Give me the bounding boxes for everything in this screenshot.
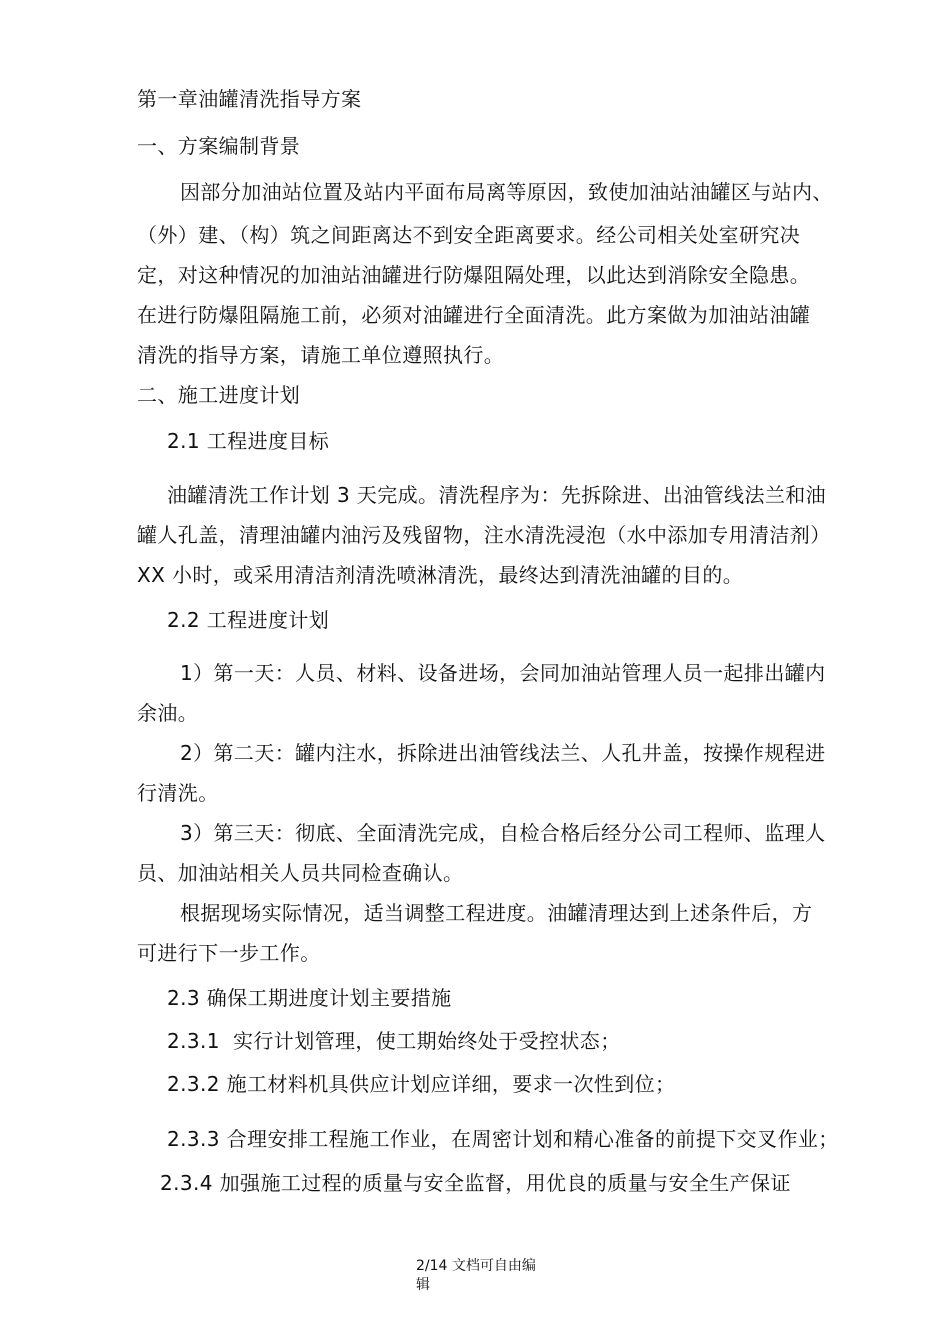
schedule-note-cont: 可进行下一步工作。 xyxy=(137,941,321,965)
section-heading-schedule: 二、施工进度计划 xyxy=(137,383,301,407)
measure-number: 2.3.1 xyxy=(167,1029,220,1053)
measure-text: 实行计划管理，使工期始终处于受控状态； xyxy=(233,1029,621,1053)
schedule-item-day1: 1）第一天：人员、材料、设备进场，会同加油站管理人员一起排出罐内 xyxy=(180,661,826,685)
paragraph-line: 罐人孔盖，清理油罐内油污及残留物，注水清洗浸泡（水中添加专用清洁剂） xyxy=(137,523,831,547)
paragraph-line: 清洗的指导方案，请施工单位遵照执行。 xyxy=(137,343,505,367)
subsection-heading-2-3: 2.3 确保工期进度计划主要措施 xyxy=(167,986,452,1010)
chapter-title: 第一章油罐清洗指导方案 xyxy=(137,87,362,111)
paragraph-line: 在进行防爆阻隔施工前，必须对油罐进行全面清洗。此方案做为加油站油罐 xyxy=(137,303,811,327)
schedule-item-day2-cont: 行清洗。 xyxy=(137,781,219,805)
section-heading-background: 一、方案编制背景 xyxy=(137,134,301,158)
schedule-item-day3-cont: 员、加油站相关人员共同检查确认。 xyxy=(137,861,464,885)
paragraph-line: （外）建、（构）筑之间距离达不到安全距离要求。经公司相关处室研究决 xyxy=(137,223,801,247)
paragraph-line: 定，对这种情况的加油站油罐进行防爆阻隔处理，以此达到消除安全隐患。 xyxy=(137,263,811,287)
subsection-heading-2-2: 2.2 工程进度计划 xyxy=(167,608,330,632)
paragraph-line: 因部分加油站位置及站内平面布局离等原因，致使加油站油罐区与站内、 xyxy=(180,180,833,204)
paragraph-line: 油罐清洗工作计划 3 天完成。清洗程序为：先拆除进、出油管线法兰和油 xyxy=(167,483,827,507)
page-footer-line1: 2/14 文档可自由编 xyxy=(416,1258,536,1274)
measure-item: 2.3.4 加强施工过程的质量与安全监督，用优良的质量与安全生产保证 xyxy=(160,1171,791,1195)
schedule-item-day1-cont: 余油。 xyxy=(137,701,199,725)
measure-item: 2.3.3 合理安排工程施工作业，在周密计划和精心准备的前提下交叉作业； xyxy=(167,1127,839,1151)
paragraph-line: XX 小时，或采用清洁剂清洗喷淋清洗，最终达到清洗油罐的目的。 xyxy=(137,563,744,587)
schedule-item-day2: 2）第二天：罐内注水，拆除进出油管线法兰、人孔井盖，按操作规程进 xyxy=(180,741,826,765)
page-footer-line2: 辑 xyxy=(416,1277,430,1293)
subsection-heading-2-1: 2.1 工程进度目标 xyxy=(167,429,330,453)
schedule-note: 根据现场实际情况，适当调整工程进度。油罐清理达到上述条件后，方 xyxy=(180,901,813,925)
schedule-item-day3: 3）第三天：彻底、全面清洗完成，自检合格后经分公司工程师、监理人 xyxy=(180,821,826,845)
measure-item: 2.3.2 施工材料机具供应计划应详细，要求一次性到位； xyxy=(167,1072,676,1096)
